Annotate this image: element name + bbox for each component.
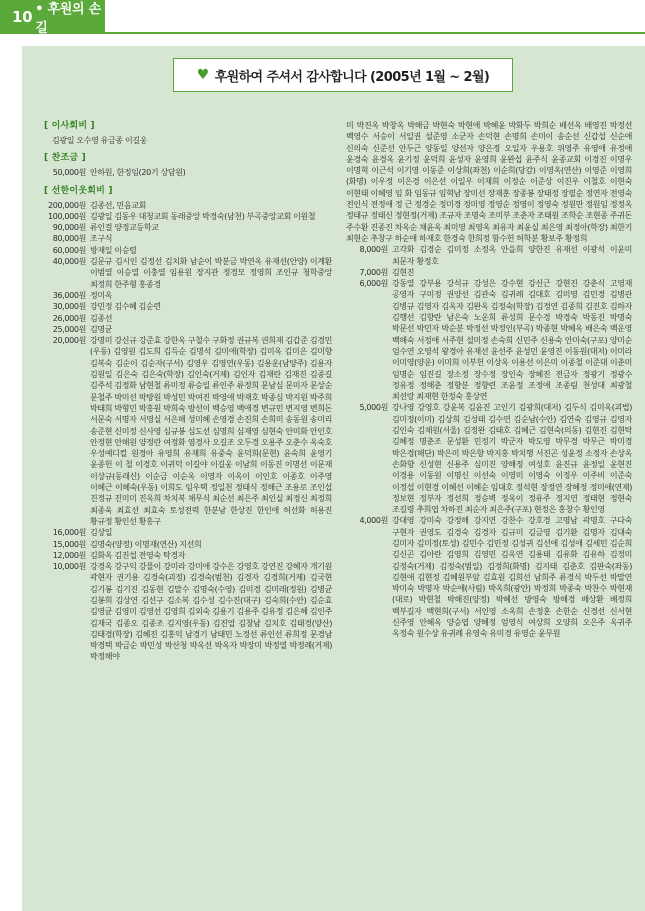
donor-names: 김상일 [90, 528, 113, 538]
donation-row [44, 539, 332, 550]
donor-names: 강나영 강영호 강윤복 김윤진 고인기 김광희(대저) 김두식 김미옥(괴법) 김미정(이미) 김상희 김성태 김수연 김순남(수안) 김연숙 김영규 김영자 김인숙 김채원(서울) 김정완 김태호 김혜근 김현숙(의동) 김현진 김현탁 김혜정 명춘조 문성환 민정기 박군자 박도영 박무경 박무근 박미경 박은경(해단) 박은미 박은향 박지홍 박치행 서진곤 성윤정 소정자 손상옥 손화향 신성현 신용주 심미진 양해정 여성호 윤진규 윤정일 윤현진 이경용 이동원 이명신 이선숙 이영미 이영숙 이정우 이주비 이준숙 이정섭 이현경 이혜선 이혜순 임대호 정석현 장정연 장혜정 정미애(연제) 정보현 정부자 정선희 정승벽 정옥이 정유주 정지연 정태현 정현숙 조길령 추희엽 차하진 최순자 최은주(구포) 현정은 홍창수 황인영 [392, 403, 632, 515]
donation-row [44, 256, 332, 290]
donation-amount: 6,000원 [359, 279, 388, 289]
donation-row [44, 222, 332, 233]
donation-row [44, 245, 332, 256]
donation-row [44, 561, 332, 663]
donor-names: 김종선 [90, 313, 113, 323]
donation-row [44, 167, 332, 178]
donor-names: 고각화 김경순 김미정 소정옥 안을희 양한진 유재선 이광석 이윤미 최문자 황정호 [392, 245, 632, 266]
donation-amount: 20,000원 [52, 336, 86, 346]
section-title: [ 선한이웃회비 ] [44, 185, 113, 196]
donor-names: 안하원, 한정임(20기 상담원) [90, 168, 186, 178]
donation-row [44, 290, 332, 301]
left-column [44, 120, 332, 663]
donation-amount: 8,000원 [359, 245, 388, 255]
donor-names: 김명균 [90, 324, 113, 334]
donor-names: 김명숙(양정) 이명재(연산) 지선희 [90, 539, 202, 549]
donation-amount: 5,000원 [359, 403, 388, 413]
page-number: 10 [12, 8, 33, 26]
donor-names: 정미옥 [90, 290, 113, 300]
donation-row [44, 550, 332, 561]
donor-names-continued: 미 박진옥 박창옥 박해금 박현숙 박현애 박혜윤 박화두 박희순 배선옥 배영진 박정선 백영수 서승이 서일권 설준영 소군자 손덕현 손명희 손미이 송순선 신갑섭 신순애 신의숙 신준선 안두근 양동일 양선자 양은정 오일자 우용호 위영주 유영애 유정애 윤경숙 윤경옥 윤기정 윤덕희 윤성자 윤영희 윤완섭 윤주식 윤종교회 이경진 이명우 이명혁 이근석 이기영 이동준 이상희(좌천) 이순희(당감) 이영옥(연산) 이영준 이영희(화명) 이우정 이은경 이은선 이일우 이재희 이정순 이준상 이진우 이철호 이현숙 이현태 이혜영 임 화 임동규 임혁남 장미선 장재훈 장종봉 장태정 장필순 정연자 전영숙 전인식 전정애 정 근 정경순 정미경 정미영 정영순 정영이 정영숙 정원만 정원임 정정옥 정태규 정태신 정현정(거제) 조규자 조명숙 조미부 조춘자 조태원 조학순 조현종 주귀돈 주수환 진종진 차옥순 채윤옥 최미영 최영옥 최유자 최윤실 최은영 최정아(학장) 최한기 최현순 추창구 하순애 하재호 한경숙 한희정 함수헌 허학분 황보주 황정희 [346, 121, 632, 243]
donor-names: 김종선, 민음교회 [90, 200, 147, 210]
donor-names: 방재일 이승렬 [90, 245, 137, 255]
donation-row [346, 278, 632, 402]
donation-row [346, 267, 632, 278]
donation-amount: 40,000원 [52, 257, 86, 267]
donor-names: 김문규 김시인 김정선 김치화 남순이 박분금 박연옥 유재선(안양) 이계환 이범열 이승열 이충열 임용원 장지관 정경모 정영희 조인규 청학중앙 최정희 한주형 홍종경 [90, 257, 332, 289]
section-label: • 후원의 손길 [35, 2, 101, 36]
donation-row [44, 301, 332, 312]
right-column [346, 120, 632, 640]
donation-row [44, 233, 332, 244]
page-header-tab [0, 0, 105, 34]
donation-amount: 7,000원 [359, 267, 388, 277]
donation-row [346, 402, 632, 515]
donation-amount: 50,000원 [52, 168, 86, 178]
donation-amount: 25,000원 [52, 324, 86, 334]
page-title: 후원하여 주셔서 감사합니다 (2005년 1월 ~ 2월) [214, 69, 490, 85]
section-title: [ 찬조금 ] [44, 153, 86, 164]
donation-amount: 60,000원 [52, 245, 86, 255]
donation-row [44, 200, 332, 211]
donor-names: 강경옥 강구익 강물이 강미라 강미애 강수은 강영호 강연진 강혜자 개기원 곽현자 권기용 김경숙(괴정) 김경숙(범천) 김경자 김경희(거제) 김국현 김기봉 김기진 김동현 김말수 김명숙(수영) 김미경 김미래(정원) 김병균 김봉희 김상연 김선구 김소복 김수성 김수진(대구) 김숙희(수안) 김순효 김영균 김영미 김영선 김영희 김외숙 김용기 김용주 김유정 김은혜 김인주 김재국 김종오 김종조 김지영(우동) 김진업 김창남 김치호 김태경(양산) 김태경(학장) 김혜진 김홍익 남경기 남태민 노정선 류인선 류희정 문경남 박경택 박금순 박민성 박산청 박옥선 박옥자 박장미 박정열 박정례(거제) 박정해야 [90, 562, 332, 662]
donation-amount: 10,000원 [52, 562, 86, 572]
donation-amount: 26,000원 [52, 313, 86, 323]
section-title: [ 이사회비 ] [44, 121, 95, 131]
donor-names: 김화옥 김진섭 전영숙 탁경자 [90, 550, 186, 560]
donation-amount: 90,000원 [52, 223, 86, 233]
donor-names: 강대영 강미숙 강정해 강지연 강찬수 강호경 고명남 곽명호 구다숙 구현자 권영도 김경숙 김경자 김규미 김금영 김기환 김명자 김대숙 김미자 김미정(토성) 김민수 김민정 김성귀 김선애 김성애 김세민 김순희 김신곤 김아란 김영희 김영민 김옥연 김용태 김유화 김유하 김정미 김정숙(거제) 김정숙(범일) 김정희(화명) 김지태 김춘호 김판숙(좌동) 김현애 김현정 김혜원부암 김효원 김희선 남희주 류경식 박두선 박말연 박미숙 박명자 박순애(사림) 박옥희(광안) 박정희 박종숙 박찬수 박현재(대로) 박현철 박해진(양정) 박혜선 방영숙 방해경 배상환 배정희 백부길자 백현희(구서) 서인영 소옥희 손정훈 손한순 신경선 신서현 신주영 안혜옥 양승엽 양혜정 엄영식 여상희 오양희 오은주 옥귀주 옥정숙 원수상 유귀례 유영숙 유미경 유영순 윤무원 [392, 516, 632, 639]
donation-row [44, 527, 332, 538]
donation-amount: 4,000원 [359, 516, 388, 526]
heart-icon: ♥ [196, 67, 209, 83]
donation-amount: 100,000원 [47, 211, 86, 221]
donation-row [44, 335, 332, 527]
donation-row [346, 515, 632, 639]
donor-names: 강동열 강부용 강석규 강성은 강수현 강신근 강현진 강춘식 고영재 공영자 구미정 권양선 김관숙 김귀례 김대호 김미영 김민경 김병관 김병규 김영자 김옥자 김완옥 김정숙(학장) 김정연 김종희 김진호 김하자 김행선 김향란 남은숙 노운희 류성희 문수경 박경숙 박동진 박명숙 박문선 박민자 박순분 박정선 박정인(부곡) 박종현 박혜옥 배은숙 백운영 백해숙 서정애 서주현 설미정 손숙희 신민주 신용숙 안미숙(구포) 양미순 엄수연 오영석 왕경아 유재선 윤선주 윤성민 윤영진 이동원(대저) 이미라 이미영(양운) 이미희 이부헌 이상옥 이용선 이은미 이종철 이준대 이춘미 임명순 임진길 장소정 장수정 장인숙 장혜진 전금자 정광기 정광수 정유정 정해춘 정향분 정향련 조윤정 조정애 조종림 천성대 최광철 최선랑 최재현 한정숙 홍상연 [392, 279, 632, 402]
donation-amount: 80,000원 [52, 234, 86, 244]
donation-row [346, 244, 632, 267]
donor-names: 강민정 김수혜 김순련 [90, 302, 161, 312]
donation-amount: 30,000원 [52, 302, 86, 312]
donation-amount: 200,000원 [47, 200, 86, 210]
donation-row [44, 211, 332, 222]
donation-amount: 36,000원 [52, 290, 86, 300]
donation-row [44, 313, 332, 324]
donation-amount: 16,000원 [52, 528, 86, 538]
donation-amount: 15,000원 [52, 539, 86, 549]
header-divider [105, 32, 645, 34]
donor-names: 류인걸 양정교등학교 [90, 223, 159, 233]
donor-names: 강명미 강신규 강준효 강한옥 구철수 구화정 권규복 권희재 김갑준 김경민(우동) 김영원 김도희 김득순 김명석 김미애(학장) 김미옥 김미은 김미향 김복숙 김순이 김순자(구서) 김영우 김영연(우동) 김용운(남양주) 김용자 김원일 김은숙 김은숙(학장) 김인숙(거제) 김인자 김재란 김재진 김종길 김주석 김정화 남현철 류미정 류승일 류인주 류정희 문남심 문미자 문상순 문철주 박미선 박방원 박성민 박여진 박영애 박재호 박종심 박지원 박주희 박태희 박형민 박홍원 박희숙 방선이 백승영 백애경 변규민 변지영 변희돈 서문숙 서명자 서영실 서은해 성미혜 손영경 손진희 손희미 송동원 송미리 송준현 신미정 신사영 심규봉 심도선 심명희 심재영 심현숙 안미화 안인호 안정현 안해원 양정란 여정화 염경사 오길조 오두경 오용주 오춘수 옥숙호 우성예디컬 원경아 유영희 유재희 유중숙 윤덕희(문현) 윤숙희 윤영기 윤종헌 이 철 이경호 이귀덕 이길야 이길웅 이남희 이동진 이명선 이문재 이상규(동래신) 이순금 이순옥 이영자 이옥이 이인호 이종호 이주영 이혜근 이혜숙(우동) 이희도 임우택 정일천 정태식 정해근 조용로 조인섭 진정규 진미미 진옥희 차치복 채무식 최순선 최은주 최인실 최정신 최정희 최종욱 최효선 최효숙 토성전력 한분남 한상진 한인애 허선화 허용진 황규정 황인선 황홍구 [90, 336, 332, 526]
donation-row [44, 324, 332, 335]
donor-names: 조구식 [90, 234, 113, 244]
page-title-box [173, 58, 513, 92]
donor-names: 김현진 [392, 267, 415, 277]
donor-names: 김광일 오수영 유금종 이길웅 [52, 136, 148, 145]
donation-amount: 12,000원 [52, 550, 86, 560]
donor-names: 김광일 김동우 대청교회 동래중앙 박경숙(남천) 부곡중앙교회 이원철 [90, 211, 316, 221]
